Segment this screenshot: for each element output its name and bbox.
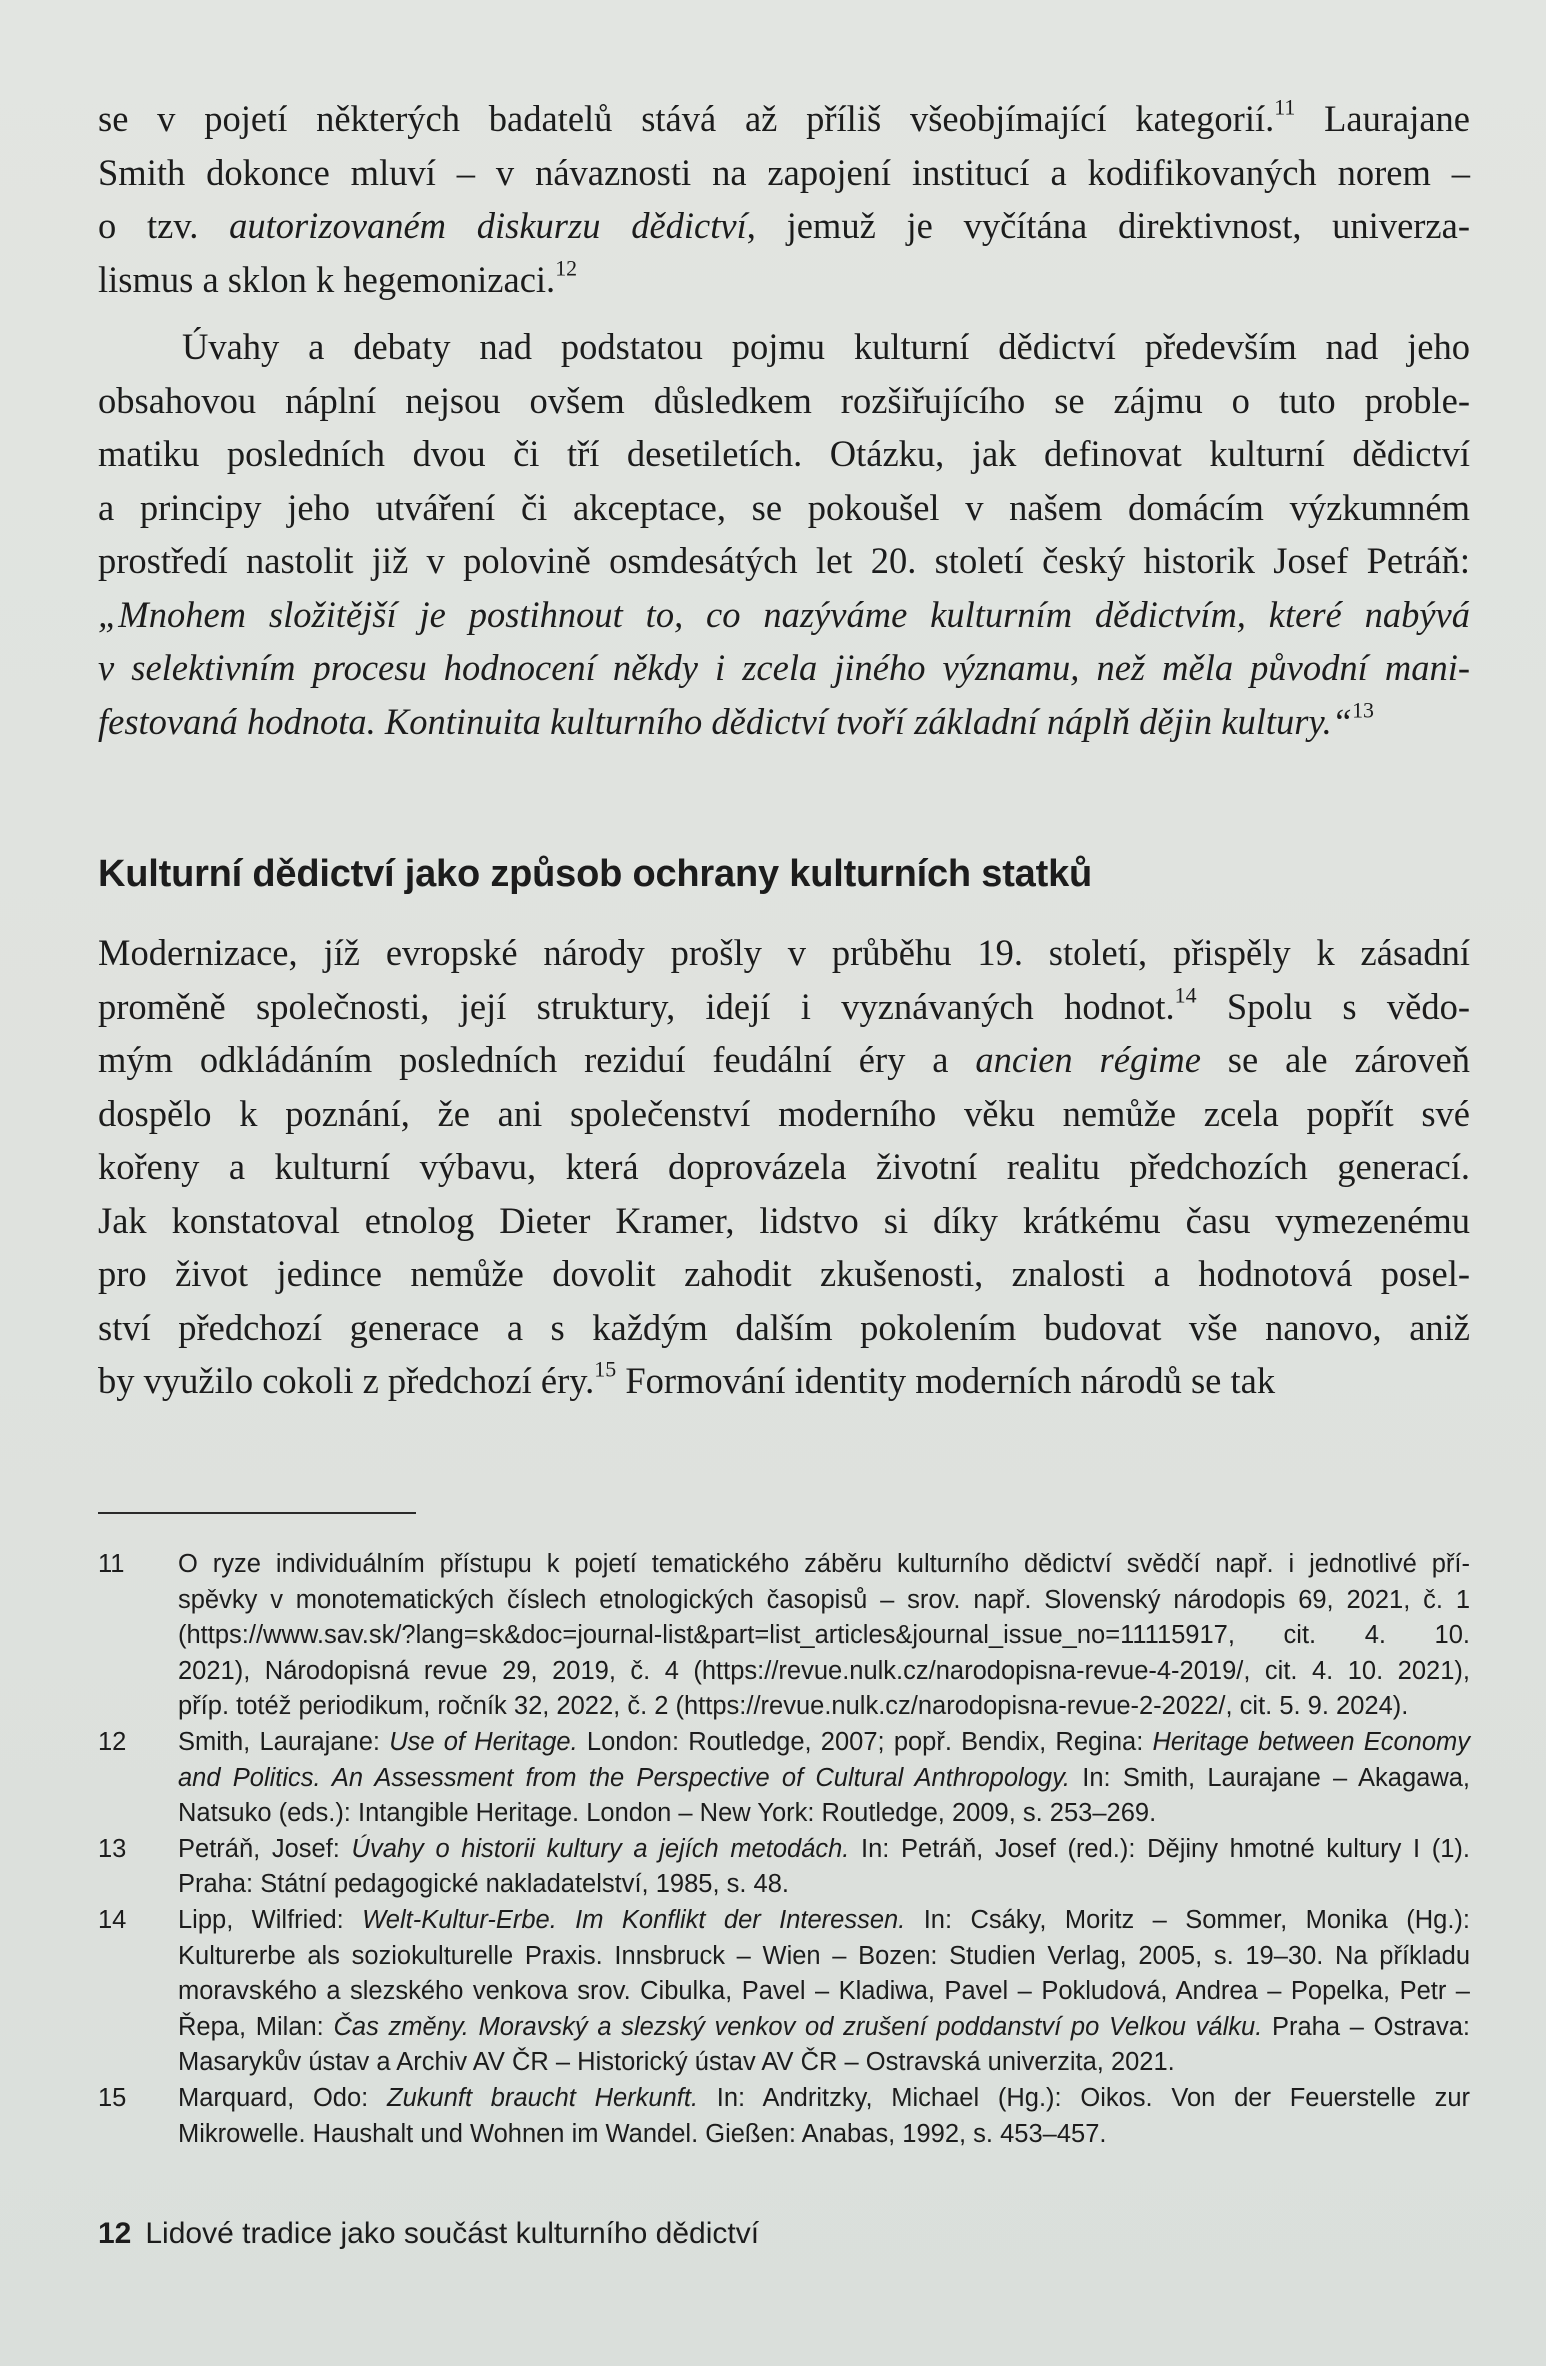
italic-text: Use of Heritage. xyxy=(389,1727,578,1756)
paragraph-2 xyxy=(98,320,1470,748)
text-line: o tzv. autorizovaném diskurzu dědictví, jemuž je vyčítána direktivnost, univerza- xyxy=(98,205,1470,246)
footnote-number: 13 xyxy=(98,1834,127,1863)
text-line: matiku posledních dvou či tří desetiletích. Otázku, jak definovat kulturní dědictví xyxy=(98,433,1470,474)
footnotes xyxy=(98,1547,1470,2152)
footnote-reference: 11 xyxy=(1274,94,1296,120)
text-line: proměně společnosti, její struktury, idejí i vyznávaných hodnot.$^{14}$ Spolu s vědo- xyxy=(98,982,1471,1027)
footnote-divider xyxy=(98,1512,416,1514)
paragraph-1 xyxy=(98,92,1470,306)
footnote-reference: 14 xyxy=(1174,982,1197,1008)
text-line: Řepa, Milan: Čas změny. Moravský a slezský venkov od zrušení poddanství po Velkou válku. Praha – Ostrava: xyxy=(178,2012,1470,2041)
italic-text: and Politics. An Assessment from the Perspective of Cultural Anthropology. xyxy=(178,1763,1071,1792)
text-line: a principy jeho utváření či akceptace, se pokoušel v našem domácím výzkumném xyxy=(98,486,1470,528)
footnote-number: 14 xyxy=(98,1905,127,1934)
text-line: moravského a slezského venkova srov. Cibulka, Pavel – Kladiwa, Pavel – Pokludová, Andrea – Popelka, Petr – xyxy=(178,1977,1470,2006)
italic-text: Čas změny. Moravský a slezský venkov od zrušení poddanství po Velkou válku. xyxy=(333,2012,1263,2041)
footnote-number: 11 xyxy=(98,1550,125,1578)
text-line: by využilo cokoli z předchozí éry.$^{15}$ Formování identity moderních národů se tak xyxy=(98,1356,1276,1401)
text-line: Mikrowelle. Haushalt und Wohnen im Wandel. Gießen: Anabas, 1992, s. 453–457. xyxy=(178,2119,1107,2148)
footnote-14 xyxy=(98,1903,1470,2081)
text-line: prostředí nastolit již v polovině osmdesátých let 20. století český historik Josef Petráň: xyxy=(98,540,1470,581)
text-line: ství předchozí generace a s každým dalším pokolením budovat vše nanovo, aniž xyxy=(98,1306,1470,1348)
text-line: se v pojetí některých badatelů stává až příliš všeobjímající kategorií.$^{11}$ Laurajane xyxy=(98,94,1470,139)
footnote-reference: 13 xyxy=(1352,697,1374,723)
italic-text: Heritage between Economy xyxy=(1152,1727,1470,1756)
footnote-13 xyxy=(98,1832,1470,1903)
text-line xyxy=(98,588,1470,642)
italic-text: Úvahy o historii kultury a jejích metodách. xyxy=(351,1834,850,1863)
text-line: (https://www.sav.sk/?lang=sk&doc=journal-list&part=list_articles&journal_issue_no=11115917, cit. 4. 10. xyxy=(178,1621,1470,1650)
paragraph-3 xyxy=(98,926,1470,1408)
footnote-11 xyxy=(98,1547,1470,1725)
italic-text: ancien régime xyxy=(975,1039,1201,1080)
text-line: obsahovou náplní nejsou ovšem důsledkem rozšiřujícího se zájmu o tuto proble- xyxy=(98,379,1470,421)
italic-text: festovaná hodnota. Kontinuita kulturního dědictví tvoří základní náplň dějin kultury.“ xyxy=(98,700,1353,742)
text-line: Kulturerbe als soziokulturelle Praxis. Innsbruck – Wien – Bozen: Studien Verlag, 2005, s. 19–30. Na příkladu xyxy=(178,1941,1470,1970)
page-number: 12 xyxy=(98,2217,132,2250)
text-line: mým odkládáním posledních reziduí feudální éry a ancien régime se ale zároveň xyxy=(98,1039,1470,1080)
italic-text: Zukunft braucht Herkunft. xyxy=(387,2083,699,2112)
text-line: Jak konstatoval etnolog Dieter Kramer, lidstvo si díky krátkému času vymezenému xyxy=(98,1199,1470,1241)
text-line: 2021), Národopisná revue 29, 2019, č. 4 (https://revue.nulk.cz/narodopisna-revue-4-2019/, cit. 4. 10. 2021), xyxy=(178,1656,1470,1685)
italic-text: „Mnohem složitější je postihnout to, co nazýváme kulturním dědictvím, které nabývá xyxy=(98,593,1470,635)
text-line: Natsuko (eds.): Intangible Heritage. London – New York: Routledge, 2009, s. 253–269. xyxy=(178,1799,1157,1828)
text-line: lismus a sklon k hegemonizaci.$^{12}$ xyxy=(98,255,578,300)
section-heading: Kulturní dědictví jako způsob ochrany kulturních statků xyxy=(98,853,1093,895)
text-line: Masarykův ústav a Archiv AV ČR – Historický ústav AV ČR – Ostravská univerzita, 2021. xyxy=(178,2048,1175,2077)
footnote-15 xyxy=(98,2081,1470,2152)
text-line: Lipp, Wilfried: Welt-Kultur-Erbe. Im Konflikt der Interessen. In: Csáky, Moritz – Sommer, Monika (Hg.): xyxy=(178,1905,1470,1934)
italic-text: v selektivním procesu hodnocení někdy i zcela jiného významu, než měla původní mani- xyxy=(98,647,1470,688)
text-line xyxy=(98,695,1470,749)
text-line: Petráň, Josef: Úvahy o historii kultury a jejích metodách. In: Petráň, Josef (red.): Dějiny hmotné kultury I (1). xyxy=(178,1834,1471,1863)
text-line: Smith, Laurajane: Use of Heritage. London: Routledge, 2007; popř. Bendix, Regina: Heritage between Economy xyxy=(178,1727,1470,1756)
text-line: Modernizace, jíž evropské národy prošly v průběhu 19. století, přispěly k zásadní xyxy=(98,932,1470,973)
footnote-12 xyxy=(98,1725,1470,1832)
text-line: Smith dokonce mluví – v návaznosti na zapojení institucí a kodifikovaných norem – xyxy=(98,151,1470,193)
footnote-number: 15 xyxy=(98,2083,127,2112)
italic-text: autorizovaném diskurzu dědictví xyxy=(229,205,747,246)
text-line: and Politics. An Assessment from the Perspective of Cultural Anthropology. In: Smith, Laurajane – Akagawa, xyxy=(178,1763,1471,1792)
text-line: Marquard, Odo: Zukunft braucht Herkunft. In: Andritzky, Michael (Hg.): Oikos. Von der Feuerstelle zur xyxy=(178,2083,1470,2112)
footnote-reference: 12 xyxy=(555,255,578,281)
text-line: dospělo k poznání, že ani společenství moderního věku nemůže zcela popřít své xyxy=(98,1092,1470,1134)
text-line: příp. totéž periodikum, ročník 32, 2022, č. 2 (https://revue.nulk.cz/narodopisna-revue-2-2022/, cit. 5. 9. 2024). xyxy=(178,1692,1409,1721)
footnote-number: 12 xyxy=(98,1727,127,1756)
text-line: Praha: Státní pedagogické nakladatelství, 1985, s. 48. xyxy=(178,1870,789,1899)
text-line: Úvahy a debaty nad podstatou pojmu kulturní dědictví především nad jeho xyxy=(182,326,1470,367)
text-line: spěvky v monotematických číslech etnologických časopisů – srov. např. Slovenský národopis 69, 2021, č. 1 xyxy=(178,1585,1470,1614)
running-title: Lidové tradice jako součást kulturního dědictví xyxy=(145,2217,760,2250)
text-line xyxy=(98,641,1470,695)
text-line: kořeny a kulturní výbavu, která doprovázela životní realitu předchozích generací. xyxy=(98,1146,1470,1187)
page-footer xyxy=(98,2217,759,2251)
text-line: pro život jedince nemůže dovolit zahodit zkušenosti, znalosti a hodnotová posel- xyxy=(98,1253,1470,1294)
text-line: O ryze individuálním přístupu k pojetí tematického záběru kulturního dědictví svědčí např. i jednotlivé pří- xyxy=(178,1550,1470,1578)
italic-text: Welt-Kultur-Erbe. Im Konflikt der Interessen. xyxy=(362,1905,906,1934)
footnote-reference: 15 xyxy=(594,1356,617,1382)
